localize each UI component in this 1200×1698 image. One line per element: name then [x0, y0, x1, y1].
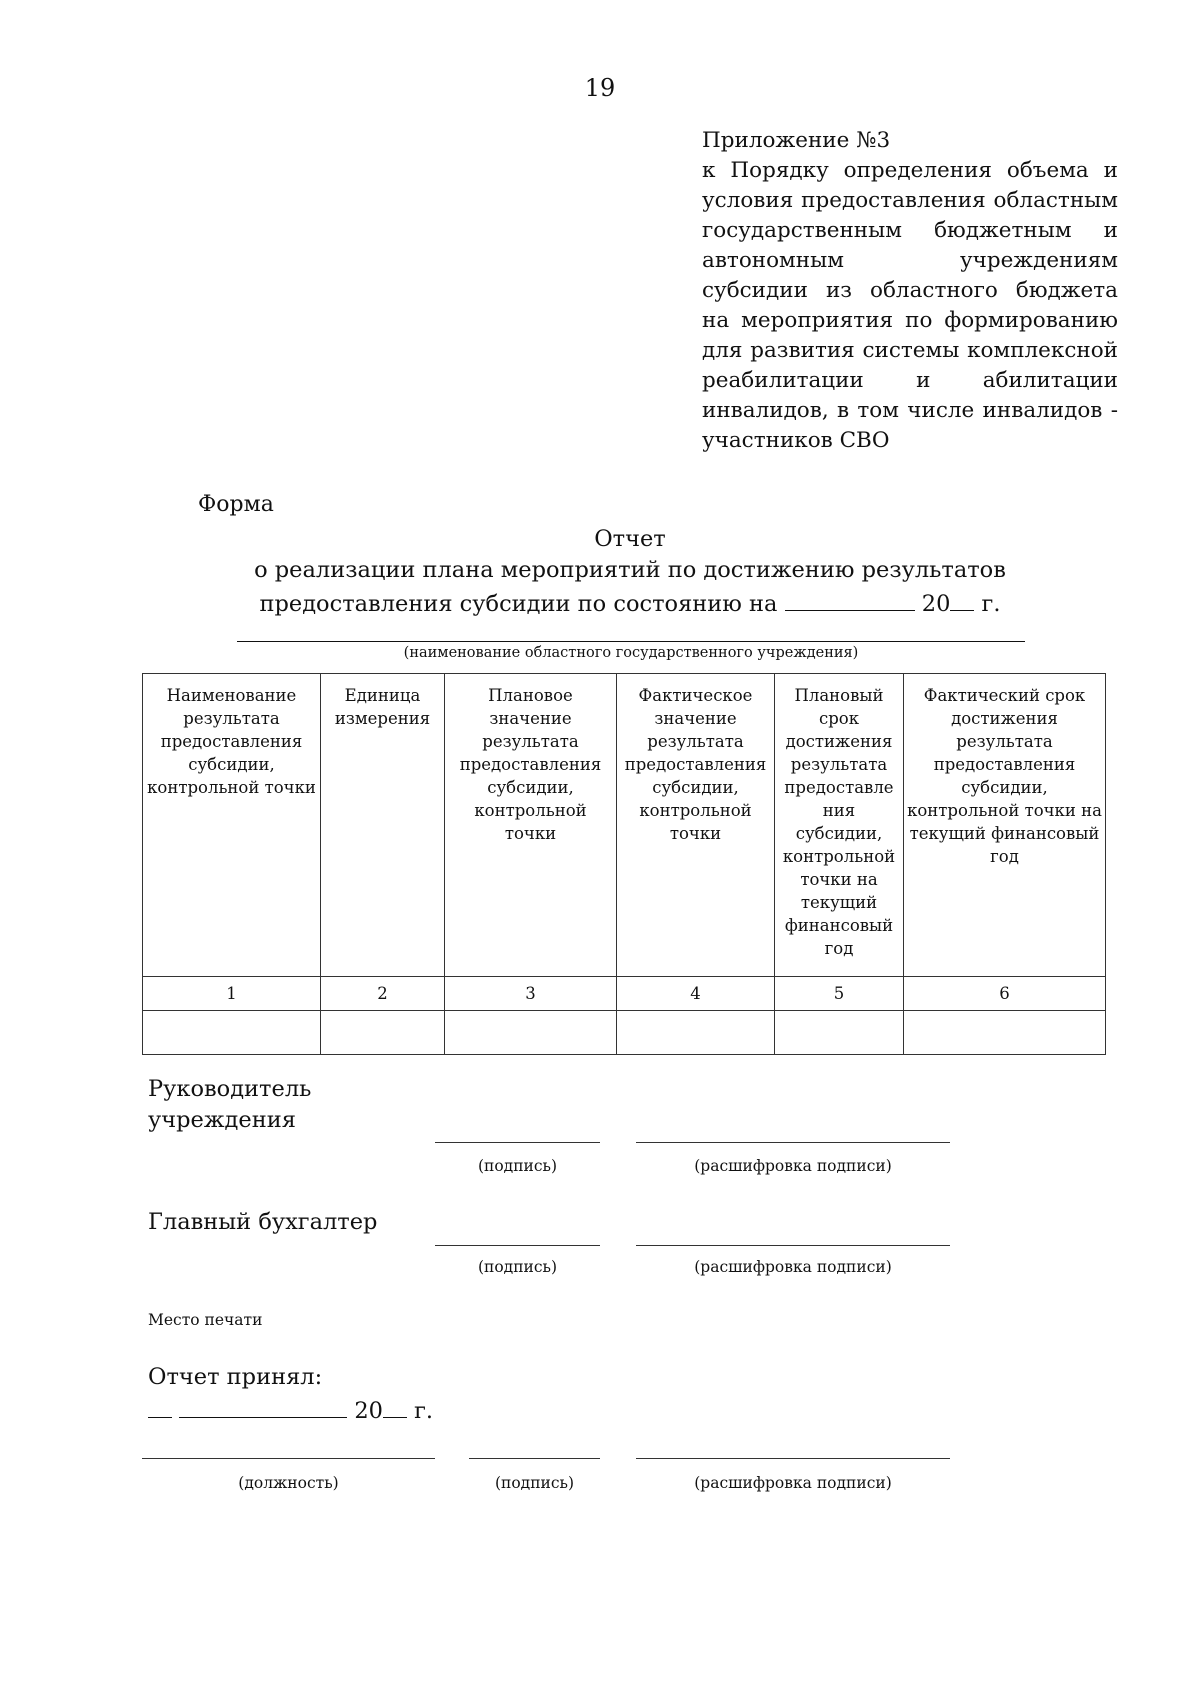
header-cell: Фактическое значение результата предоставления субсидии, контрольной точки — [617, 674, 775, 977]
head-decoding-caption: (расшифровка подписи) — [694, 1157, 892, 1175]
accepted-position-caption: (должность) — [238, 1474, 339, 1492]
table-header-row — [143, 674, 1106, 977]
accepted-day-blank — [148, 1393, 172, 1418]
head-role — [148, 1074, 311, 1136]
head-decoding-line — [636, 1142, 950, 1143]
number-cell: 5 — [775, 977, 904, 1011]
head-role-line1: Руководитель — [148, 1076, 312, 1102]
number-cell: 3 — [445, 977, 617, 1011]
accepted-label: Отчет принял: — [148, 1364, 323, 1390]
number-cell: 2 — [321, 977, 445, 1011]
accountant-decoding-line — [636, 1245, 950, 1246]
chief-accountant-role: Главный бухгалтер — [148, 1209, 378, 1235]
number-cell: 4 — [617, 977, 775, 1011]
stamp-place: Место печати — [148, 1311, 263, 1329]
page-number: 19 — [584, 74, 616, 102]
empty-cell — [775, 1011, 904, 1055]
header-cell: Наименование результата предоставления субсидии, контрольной точки — [143, 674, 321, 977]
report-year-suffix: г. — [981, 591, 1001, 617]
report-year: 20 — [921, 591, 951, 617]
accepted-month-blank — [179, 1393, 347, 1418]
head-role-line2: учреждения — [148, 1107, 296, 1133]
report-heading — [0, 524, 1200, 620]
org-name-line — [237, 641, 1025, 642]
empty-cell — [143, 1011, 321, 1055]
accepted-signature-caption: (подпись) — [494, 1474, 575, 1492]
accountant-decoding-caption: (расшифровка подписи) — [694, 1258, 892, 1276]
accepted-year: 20 — [354, 1398, 383, 1424]
report-date-blank — [785, 586, 915, 611]
report-table — [142, 673, 1106, 1055]
accepted-signature-line — [469, 1458, 600, 1459]
accepted-position-line — [142, 1458, 435, 1459]
report-subtitle-line2 — [0, 586, 1200, 620]
header-cell: Единица измерения — [321, 674, 445, 977]
empty-cell — [904, 1011, 1106, 1055]
table-number-row — [143, 977, 1106, 1011]
head-signature-caption: (подпись) — [477, 1157, 558, 1175]
accepted-decoding-caption: (расшифровка подписи) — [694, 1474, 892, 1492]
report-date-prefix: предоставления субсидии по состоянию на — [259, 591, 778, 617]
head-signature-line — [435, 1142, 600, 1143]
empty-cell — [617, 1011, 775, 1055]
accepted-year-blank — [383, 1393, 407, 1418]
accepted-date — [148, 1393, 433, 1424]
empty-cell — [445, 1011, 617, 1055]
report-year-blank — [950, 586, 974, 611]
empty-cell — [321, 1011, 445, 1055]
appendix-text: к Порядку определения объема и условия предоставления областным государственным бюджетным и автономным учреждениям субсидии из областного бюджета на мероприятия по формированию для развития системы комплексной реабилитации и абилитации инвалидов, в том числе инвалидов - участников СВО — [702, 158, 1118, 453]
accepted-suffix: г. — [414, 1398, 434, 1424]
report-subtitle-line1: о реализации плана мероприятий по достижению результатов — [254, 557, 1006, 583]
header-cell: Плановый срок достижения результата предоставле ния субсидии, контрольной точки на текущий финансовый год — [775, 674, 904, 977]
form-label: Форма — [198, 492, 274, 517]
number-cell: 6 — [904, 977, 1106, 1011]
org-name-caption: (наименование областного государственного учреждения) — [403, 645, 859, 661]
header-cell: Фактический срок достижения результата предоставления субсидии, контрольной точки на текущий финансовый год — [904, 674, 1106, 977]
accountant-signature-line — [435, 1245, 600, 1246]
accepted-decoding-line — [636, 1458, 950, 1459]
table-empty-row — [143, 1011, 1106, 1055]
number-cell: 1 — [143, 977, 321, 1011]
header-cell: Плановое значение результата предоставления субсидии, контрольной точки — [445, 674, 617, 977]
report-title: Отчет — [594, 526, 666, 552]
accountant-signature-caption: (подпись) — [477, 1258, 558, 1276]
appendix-title: Приложение №3 — [702, 128, 891, 153]
appendix-block — [702, 126, 1118, 456]
